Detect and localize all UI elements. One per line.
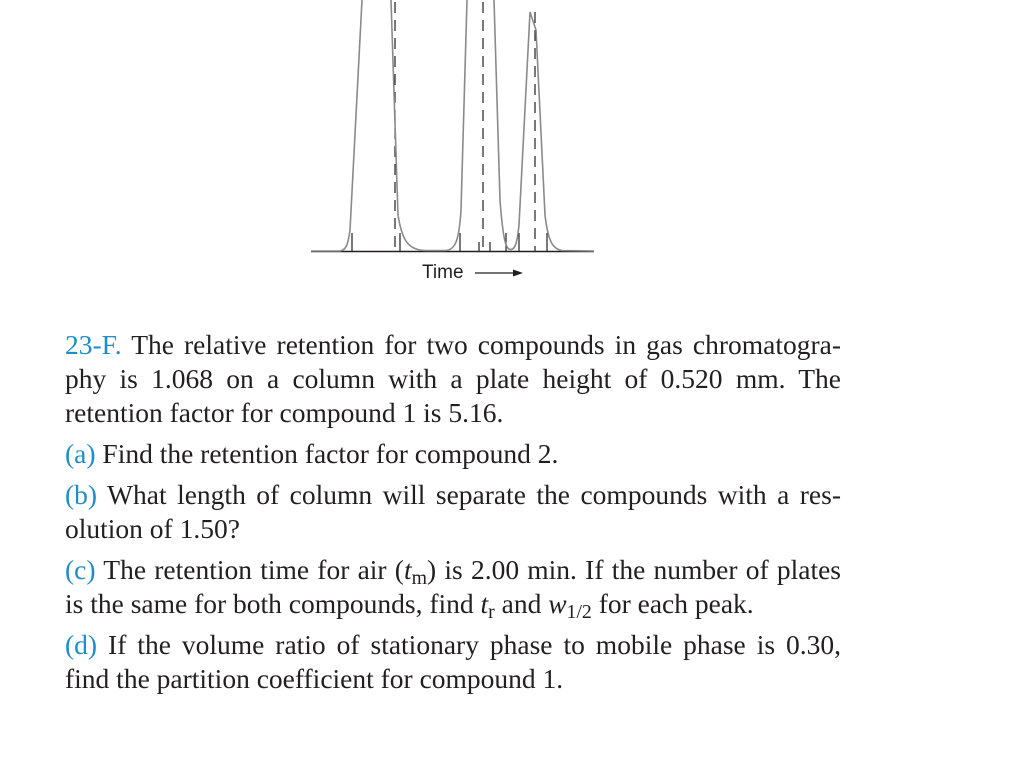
axis-label-text: Time [422,262,464,283]
tm-variable: t [403,554,412,585]
part-text: for each peak. [591,588,754,619]
problem-intro [65,328,841,430]
part-label: (b) [65,479,98,510]
part-text: If the volume ratio of stationary phase to mobile phase is 0.30, find the partition coefficient for compound 1. [65,629,841,694]
part-label: (a) [65,438,96,469]
problem-number: 23-F. [65,329,122,360]
part-a [65,437,841,471]
part-label: (c) [65,554,96,585]
part-label: (d) [65,629,98,660]
tm-subscript: m [411,566,427,589]
part-text: Find the retention factor for compound 2. [102,438,559,469]
w-variable: w [548,588,567,619]
part-text: What length of column will separate the compounds with a res-olution of 1.50? [65,479,841,544]
part-text: and [494,588,549,619]
part-text: The retention time for air ( [103,554,404,585]
w-subscript: 1/2 [566,600,592,623]
problem-23-F [65,328,841,696]
part-text: ) is 2.00 min. If the number of plates is the same for both compounds, find [65,554,841,619]
chromatogram-figure [0,0,1024,300]
time-axis-label [422,262,525,284]
chromatogram-trace [311,0,594,251]
problem-intro-text: The relative retention for two compounds in gas chromatogra-phy is 1.068 on a column with a plate height of 0.520 mm. The retention factor for compound 1 is 5.16. [65,329,841,428]
tr-subscript: r [488,600,495,623]
retention-markers [395,2,535,251]
part-b [65,478,841,546]
right-arrow-icon [473,267,525,279]
part-d [65,628,841,696]
part-c [65,553,841,621]
tr-variable: t [480,588,489,619]
